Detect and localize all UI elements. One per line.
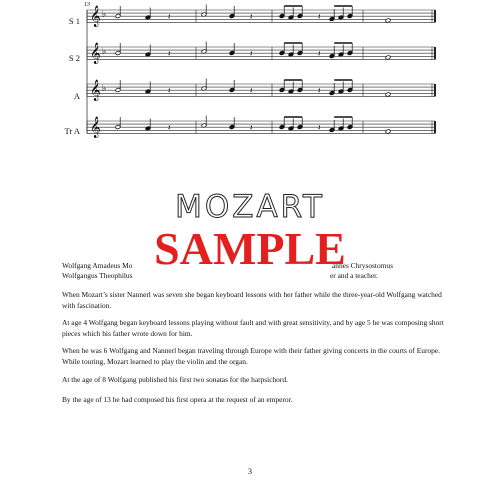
paragraph-1-right-top: annes Chrysostomus bbox=[332, 261, 393, 270]
quarter-rest-icon: 𝄽 bbox=[318, 86, 321, 95]
treble-clef-icon: 𝄞 bbox=[90, 80, 101, 101]
quarter-rest-icon: 𝄽 bbox=[250, 86, 253, 95]
paragraph-4: When he was 6 Wolfgang and Nannerl began traveling through Europe with their father giving concerts in the courts of Europe. While touring, Mozart learned to play the violin and the organ. bbox=[62, 346, 440, 366]
part-label-a: A bbox=[73, 91, 80, 101]
paragraph-1-left-bottom: Wolfgangus Theophilus bbox=[62, 271, 133, 280]
quarter-rest-icon: 𝄽 bbox=[168, 49, 171, 58]
treble-clef-icon: 𝄞 bbox=[90, 6, 101, 27]
part-label-s1: S 1 bbox=[68, 16, 80, 26]
treble-clef-icon: 𝄞 bbox=[90, 43, 101, 64]
mozart-wordmark: MOZART bbox=[175, 189, 325, 225]
quarter-rest-icon: 𝄽 bbox=[318, 123, 321, 132]
flat-key-signature-icon: ♭ bbox=[102, 10, 107, 20]
quarter-rest-icon: 𝄽 bbox=[318, 12, 321, 21]
quarter-rest-icon: 𝄽 bbox=[250, 12, 253, 21]
flat-key-signature-icon: ♭ bbox=[102, 84, 107, 94]
paragraph-5: At the age of 8 Wolfgang published his first two sonatas for the harpsichord. bbox=[62, 375, 288, 384]
quarter-rest-icon: 𝄽 bbox=[168, 12, 171, 21]
part-label-s2: S 2 bbox=[68, 53, 80, 63]
flat-key-signature-icon: ♭ bbox=[102, 47, 107, 57]
paragraph-2: When Mozart’s sister Nannerl was seven she began keyboard lessons with her father while the three-year-old Wolfgang watched with fascination. bbox=[62, 290, 442, 310]
paragraph-1-right-bottom: er and a teacher. bbox=[330, 271, 379, 280]
quarter-rest-icon: 𝄽 bbox=[318, 49, 321, 58]
sample-watermark: SAMPLE bbox=[154, 223, 346, 274]
treble-clef-icon: 𝄞 bbox=[90, 117, 101, 138]
page-number: 3 bbox=[248, 467, 252, 476]
quarter-rest-icon: 𝄽 bbox=[168, 86, 171, 95]
quarter-rest-icon: 𝄽 bbox=[168, 123, 171, 132]
measure-number: 13 bbox=[84, 2, 90, 8]
part-label-tra: Tr A bbox=[64, 126, 80, 136]
paragraph-1-left-top: Wolfgang Amadeus Mo bbox=[62, 261, 133, 270]
quarter-rest-icon: 𝄽 bbox=[250, 123, 253, 132]
quarter-rest-icon: 𝄽 bbox=[250, 49, 253, 58]
paragraph-3: At age 4 Wolfgang began keyboard lessons playing without fault and with great sensitivity, and by age 5 he was composing short pieces which his father wrote down for him. bbox=[62, 318, 444, 338]
paragraph-6: By the age of 13 he had composed his first opera at the request of an emperor. bbox=[62, 395, 293, 404]
